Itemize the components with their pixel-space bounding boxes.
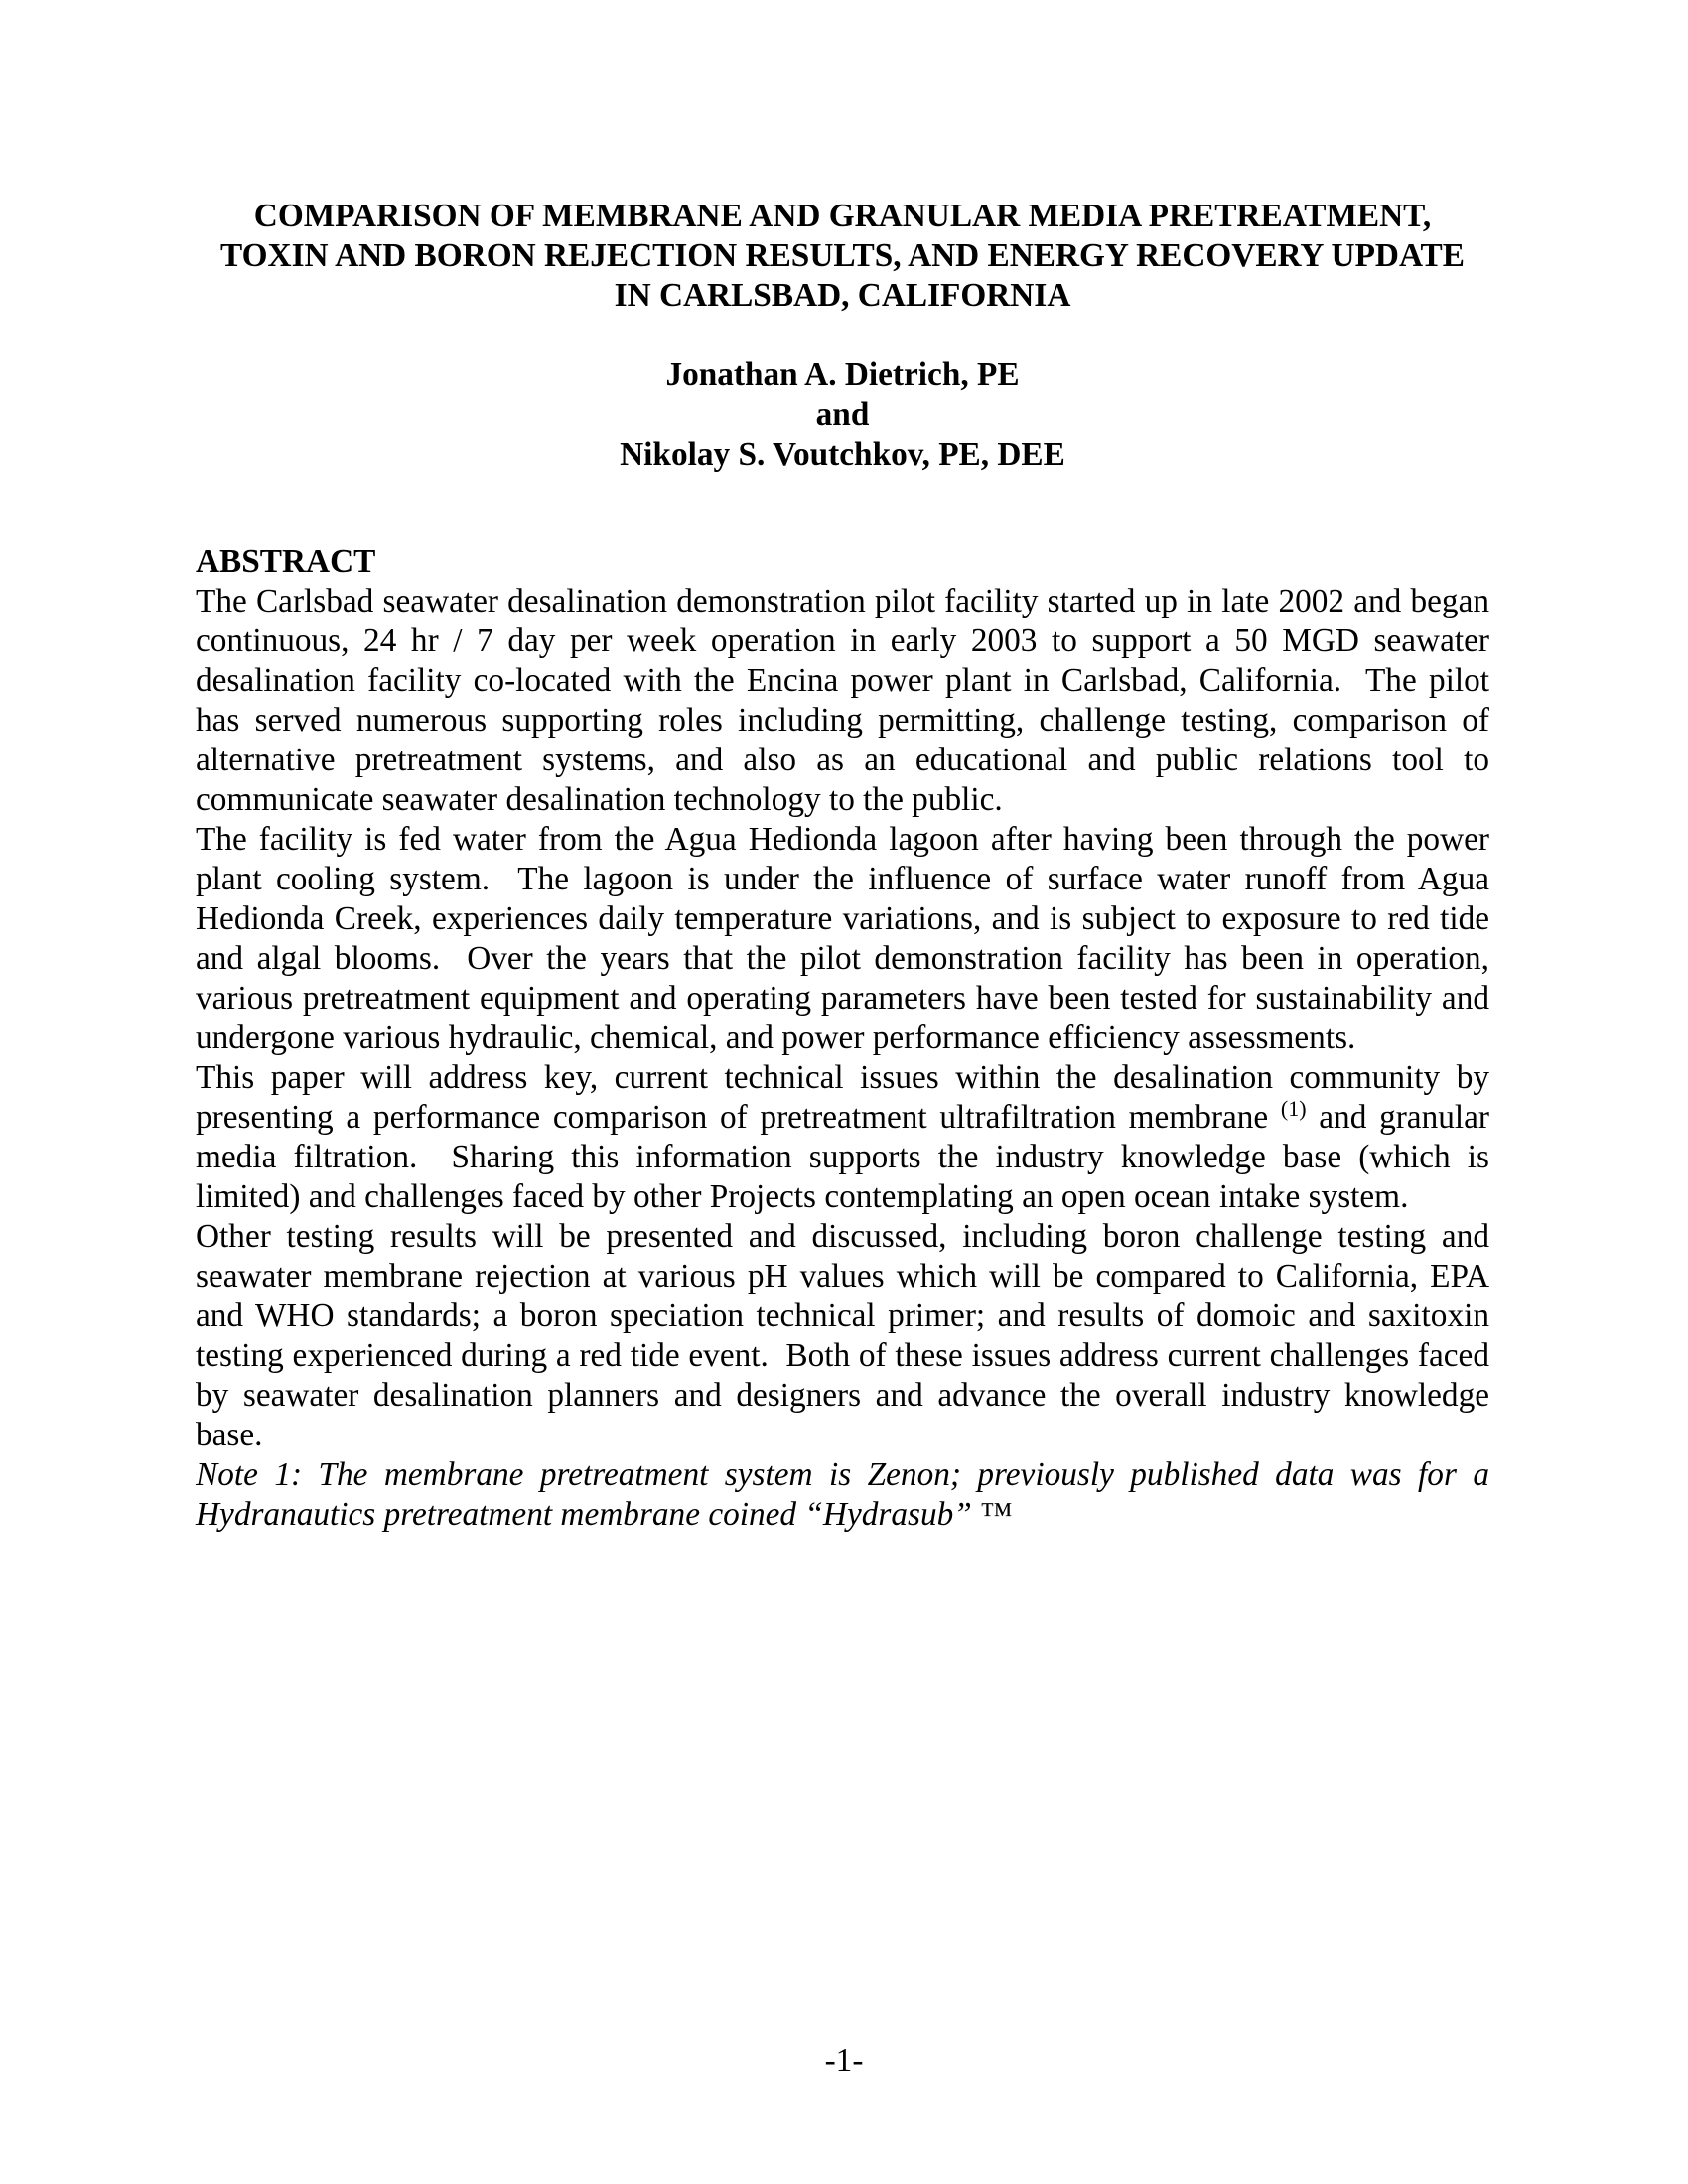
title-line-1: COMPARISON OF MEMBRANE AND GRANULAR MEDIA PRETREATMENT, bbox=[253, 198, 1432, 234]
abstract-heading: ABSTRACT bbox=[196, 543, 376, 580]
abstract-paragraph-1: The Carlsbad seawater desalination demonstration pilot facility started up in late 2002 and began continuous, 24 hr / 7 day per week operation in early 2003 to support a 50 MGD seawater desalination facility co-located with the Encina power plant in Carlsbad, California. The pilot has served numerous supporting roles including permitting, challenge testing, comparison of alternative pretreatment systems, and also as an educational and public relations tool to communicate seawater desalination technology to the public. bbox=[196, 583, 1489, 818]
abstract-paragraph-2: The facility is fed water from the Agua Hedionda lagoon after having been through the power plant cooling system. The lagoon is under the influence of surface water runoff from Agua Hedionda Creek, experiences daily temperature variations, and is subject to exposure to red tide and algal blooms. Over the years that the pilot demonstration facility has been in operation, various pretreatment equipment and operating parameters have been tested for sustainability and undergone various hydraulic, chemical, and power performance efficiency assessments. bbox=[196, 821, 1489, 1056]
paper-title bbox=[196, 197, 1489, 316]
author-2: Nikolay S. Voutchkov, PE, DEE bbox=[620, 436, 1065, 473]
paragraph-3-text: This paper will address key, current technical issues within the desalination community by presenting a performance comparison of pretreatment ultrafiltration membrane bbox=[196, 1059, 1489, 1136]
footnote-text bbox=[196, 1455, 1489, 1535]
title-line-3: IN CARLSBAD, CALIFORNIA bbox=[614, 277, 1071, 314]
abstract-paragraph-3 bbox=[196, 1058, 1489, 1217]
author-1: Jonathan A. Dietrich, PE bbox=[665, 356, 1020, 393]
title-line-2: TOXIN AND BORON REJECTION RESULTS, AND ENERGY RECOVERY UPDATE bbox=[220, 237, 1465, 274]
authors bbox=[196, 355, 1489, 475]
author-separator: and bbox=[815, 396, 870, 433]
trademark-symbol: ™ bbox=[980, 1496, 1013, 1533]
footnote-body: Note 1: The membrane pretreatment system is Zenon; previously published data was for a Hydranautics pretreatment membrane coined “Hydrasub” bbox=[196, 1456, 1489, 1533]
footnote-reference: (1) bbox=[1280, 1096, 1307, 1121]
page-number: -1- bbox=[824, 2042, 864, 2079]
abstract-paragraph-4: Other testing results will be presented and discussed, including boron challenge testing and seawater membrane rejection at various pH values which will be compared to California, EPA and WHO standards; a boron speciation technical primer; and results of domoic and saxitoxin testing experienced during a red tide event. Both of these issues address current challenges faced by seawater desalination planners and designers and advance the overall industry knowledge base. bbox=[196, 1218, 1489, 1453]
paragraph-3-text-cont: and granular media filtration. Sharing this information supports the industry knowledge base (which is limited) and challenges faced by other Projects contemplating an open ocean intake system. bbox=[196, 1099, 1490, 1215]
